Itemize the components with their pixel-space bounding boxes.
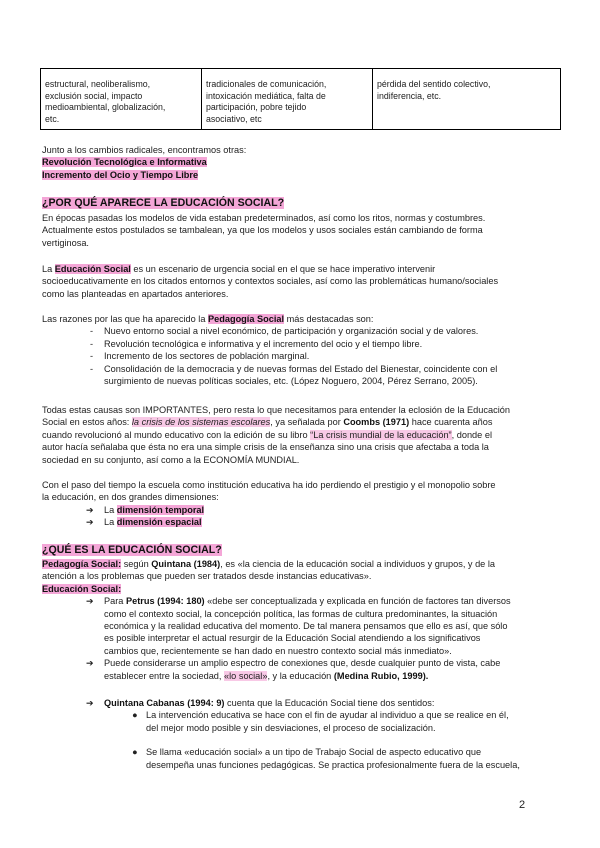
highlight-term: la crisis de los sistemas escolares — [131, 417, 271, 428]
intro-text: Junto a los cambios radicales, encontramos otras: — [42, 145, 247, 155]
table-cell — [373, 69, 561, 130]
paragraph — [42, 313, 562, 387]
cell-line: medioambiental, globalización, — [45, 102, 166, 113]
cell-line: pérdida del sentido colectivo, — [377, 79, 491, 89]
cell-line: etc. — [45, 113, 60, 124]
list-item: ● La intervención educativa se hace con el fin de ayudar al individuo a que se realice en él, del mejor modo posible y sin desviaciones, el proceso de socialización. — [132, 710, 509, 733]
highlight-term: Educación Social: — [42, 583, 122, 594]
bullet-icon: ● — [132, 747, 138, 758]
list-item: ● Se llama «educación social» a un tipo de Trabajo Social de aspecto educativo que desempeña unas funciones pedagógicas. Se practica profesionalmente fuera de la escuela, — [132, 747, 520, 770]
arrow-icon: ➔ — [86, 504, 94, 515]
table-cell — [41, 69, 202, 130]
section-heading: ¿POR QUÉ APARECE LA EDUCACIÓN SOCIAL? — [42, 197, 285, 209]
list-item: ➔ La dimensión temporal — [86, 504, 205, 515]
page-number: 2 — [519, 799, 526, 811]
cell-line: intoxicación mediática, falta de — [206, 90, 326, 101]
cell-line: tradicionales de comunicación, — [206, 79, 327, 89]
arrow-icon: ➔ — [86, 517, 94, 528]
text: más destacadas son: — [284, 314, 374, 324]
cell-line: estructural, neoliberalismo, — [45, 79, 151, 89]
list-item: ➔ La dimensión espacial — [86, 517, 202, 528]
definitions-list — [42, 595, 562, 682]
text-line: Todas estas causas son IMPORTANTES, pero resta lo que necesitamos para entender la eclosión de la Educación — [42, 405, 510, 415]
reasons-list — [42, 325, 562, 387]
text-line: la educación, en dos grandes dimensiones: — [42, 492, 219, 503]
text: es un escenario de urgencia social en el que se hace imperativo intervenir — [130, 264, 436, 274]
text-line: como las planteadas en apartados anteriores. — [42, 288, 229, 299]
text-line: vertiginosa. — [42, 237, 89, 248]
senses-list — [42, 697, 562, 709]
section-heading: ¿QUÉ ES LA EDUCACIÓN SOCIAL? — [42, 544, 222, 556]
text-line: autor hacía señalaba que ésta no era una simple crisis de la enseñanza sino una crisis que afectaba a toda la — [42, 442, 489, 453]
list-item: - Revolución tecnológica e informativa y el incremento del ocio y el tiempo libre. — [42, 338, 562, 350]
list-item: - Incremento de los sectores de población marginal. — [42, 350, 562, 362]
cell-line: asociativo, etc — [206, 113, 262, 124]
arrow-icon: ➔ — [86, 698, 94, 708]
intro-block — [42, 144, 562, 181]
highlight-term: Pedagogía Social — [208, 314, 285, 324]
list-item: ➔ Quintana Cabanas (1994: 9) cuenta que la Educación Social tiene dos sentidos: — [86, 698, 435, 708]
dimensions-list — [42, 504, 562, 529]
table-cell — [202, 69, 373, 130]
citation: Quintana (1984) — [151, 559, 221, 569]
list-item: ➔ Para Petrus (1994: 180) «debe ser conceptualizada y explicada en función de factores tan diversos como el contexto social, la concepción política, las formas de cultura predominantes, la situación económica y la realidad educativa del momento. De tal manera pensamos que ello es así, que sólo es posible interpretar el actual resurgir de la Educación Social atendiendo a los significativos cambios que, recientemente se han dado en nuestro contexto social más inmediato». — [86, 596, 511, 656]
text-line: Actualmente estos postulados se tambalean, ya que los modelos y usos sociales están cambiando de forma — [42, 225, 483, 236]
table-row — [41, 69, 561, 130]
text-line: Con el paso del tiempo la escuela como institución educativa ha ido perdiendo el prestigio y el monopolio sobre — [42, 480, 496, 490]
text-line: sociedad en su conjunto, así como a la ECONOMÍA MUNDIAL. — [42, 454, 300, 465]
intro-item: Revolución Tecnológica e Informativa — [42, 157, 207, 168]
cell-line: indiferencia, etc. — [377, 90, 442, 101]
bullet-list — [42, 709, 562, 771]
highlight-term: “La crisis mundial de la educación” — [310, 429, 452, 440]
arrow-icon: ➔ — [86, 596, 94, 607]
section-what — [42, 544, 562, 556]
arrow-icon: ➔ — [86, 658, 94, 669]
list-item: - Consolidación de la democracia y de nuevas formas del Estado del Bienestar, coincidente con el surgimiento de nuevas políticas sociales, etc. (López Noguero, 2004, Pérez Serrano, 2005). — [42, 363, 562, 388]
list-item: ➔ Puede considerarse un amplio espectro de conexiones que, desde cualquier punto de vista, cabe establecer entre la sociedad, «lo social», y la educación (Medina Rubio, 1999). — [86, 658, 501, 681]
highlight-term: Educación Social — [54, 264, 131, 274]
text-line: En épocas pasadas los modelos de vida estaban predeterminados, así como los ritos, normas y costumbres. — [42, 213, 486, 223]
section-why — [42, 197, 562, 209]
paragraph — [42, 697, 562, 771]
context-table — [40, 68, 561, 130]
text: La — [42, 264, 55, 274]
text-line: socioeducativamente en los citados entornos y contextos sociales, así como las problemáticas humano/sociales — [42, 276, 499, 287]
paragraph: Pedagogía Social: según Quintana (1984), es «la ciencia de la educación social a individuos y grupos, y de la atención a los problemas que pueden ser tratados desde instancias educativas». Educación Social: ➔ Para Petrus (1994: 180) «debe ser conceptualizada y explicada en función de factores tan diversos como el contexto social, la concepción política, las formas de cultura predominantes, la situación económica y la realidad educativa del momento. De tal manera pensamos que ello es así, que sólo es posible interpretar el actual resurgir de la Educación Social atendiendo a los significativos cambios que, recientemente se han dado en nuestro contexto social más inmediato». ➔ Puede considerarse un amplio espectro de conexiones que, desde cualquier punto de vista, cabe establecer entre la sociedad, «lo social», y la educación (Medina Rubio, 1999). — [42, 558, 562, 682]
bullet-icon: ● — [132, 710, 138, 721]
list-item: - Nuevo entorno social a nivel económico, de participación y organización social y de valores. — [42, 325, 562, 337]
paragraph: Todas estas causas son IMPORTANTES, pero resta lo que necesitamos para entender la eclosión de la Educación Social en estos años: la crisis de los sistemas escolares, ya señalada por Coombs (1971) hace cuarenta años cuando revolucionó al mundo educativo con la edición de su libro “La crisis mundial de la educación”, donde el autor hacía señalaba que ésta no era una simple crisis de la enseñanza sino una crisis que afectaba a toda la sociedad en su conjunto, así como a la ECONOMÍA MUNDIAL. — [42, 404, 562, 466]
paragraph — [42, 212, 562, 249]
text-line: atención a los problemas que pueden ser tratados desde instancias educativas». — [42, 571, 372, 582]
paragraph — [42, 263, 562, 300]
intro-item: Incremento del Ocio y Tiempo Libre — [42, 169, 199, 180]
cell-line: exclusión social, impacto — [45, 90, 143, 101]
paragraph — [42, 479, 562, 529]
highlight-term: Pedagogía Social: — [42, 559, 122, 569]
citation: Coombs (1971) — [343, 417, 410, 428]
cell-line: participación, pobre tejido — [206, 102, 307, 113]
text: Las razones por las que ha aparecido la — [42, 314, 208, 324]
